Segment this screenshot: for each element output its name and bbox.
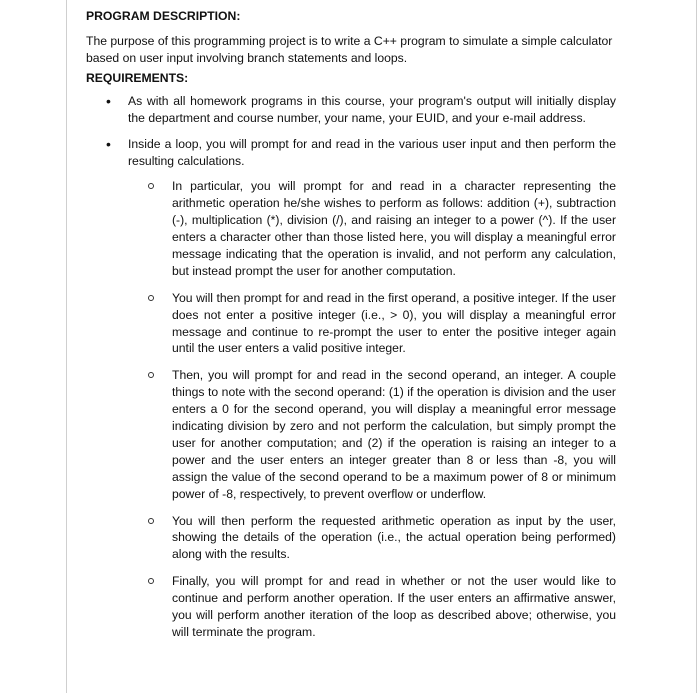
requirement-subitems [128, 178, 616, 641]
requirement-text: As with all homework programs in this course, your program's output will initially display the department and course number, your name, your EUID, and your e-mail address. [128, 93, 616, 125]
program-description-heading: PROGRAM DESCRIPTION: [86, 9, 241, 23]
program-description-text: The purpose of this programming project is to write a C++ program to simulate a simple calculator based on user input involving branch statements and loops. [86, 33, 613, 65]
requirement-text: Inside a loop, you will prompt for and read in the various user input and then perform the resulting calculations. [128, 137, 616, 169]
document-page [66, 0, 697, 693]
circle-bullet-icon [148, 183, 154, 189]
subitem [148, 367, 616, 502]
subitem [148, 573, 616, 641]
bullet-icon: • [106, 92, 111, 109]
circle-bullet-icon [148, 518, 154, 524]
subitem [148, 178, 616, 279]
subitem-text: You will then perform the requested arithmetic operation as input by the user, showing the details of the operation (i.e., the actual operation being performed) along with the results. [172, 513, 616, 562]
subitem-text: In particular, you will prompt for and read in a character representing the arithmetic operation he/she wishes to perform as follows: addition (+), subtraction (-), multiplication (*), division (/), and raising an integer to a power (^). If the user enters a character other than those listed here, you will display a meaningful error message indicating that the operation is invalid, and not perform any calculation, but instead prompt the user for another computation. [172, 179, 616, 278]
subitem-text: Then, you will prompt for and read in the second operand, an integer. A couple things to note with the second operand: (1) if the operation is division and the user enters a 0 for the second operand, you will display a meaningful error message indicating division by zero and not perform the calculation, but simply prompt the user for another computation; and (2) if the operation is raising an integer to a power and the user enters an integer greater than 8 or less than -8, you will assign the value of the second operand to be a maximum power of 8 or minimum power of -8, respectively, to prevent overflow or underflow. [172, 368, 616, 501]
requirement-item [106, 136, 616, 640]
requirements-heading: REQUIREMENTS: [86, 70, 189, 85]
requirement-item [106, 93, 616, 127]
subitem-text: You will then prompt for and read in the first operand, a positive integer. If the user does not enter a positive integer (i.e., > 0), you will display a meaningful error message and continue to re-prompt the user to enter the positive integer again until the user enters a valid positive integer. [172, 290, 616, 356]
circle-bullet-icon [148, 578, 154, 584]
bullet-icon: • [106, 136, 111, 153]
requirements-list [86, 93, 616, 641]
subitem-text: Finally, you will prompt for and read in whether or not the user would like to continue and perform another operation. If the user enters an affirmative answer, you will perform another iteration of the loop as described above; otherwise, you will terminate the program. [172, 574, 616, 639]
subitem [148, 513, 616, 564]
document-content [86, 8, 616, 651]
subitem [148, 290, 616, 358]
circle-bullet-icon [148, 295, 154, 301]
circle-bullet-icon [148, 372, 154, 378]
